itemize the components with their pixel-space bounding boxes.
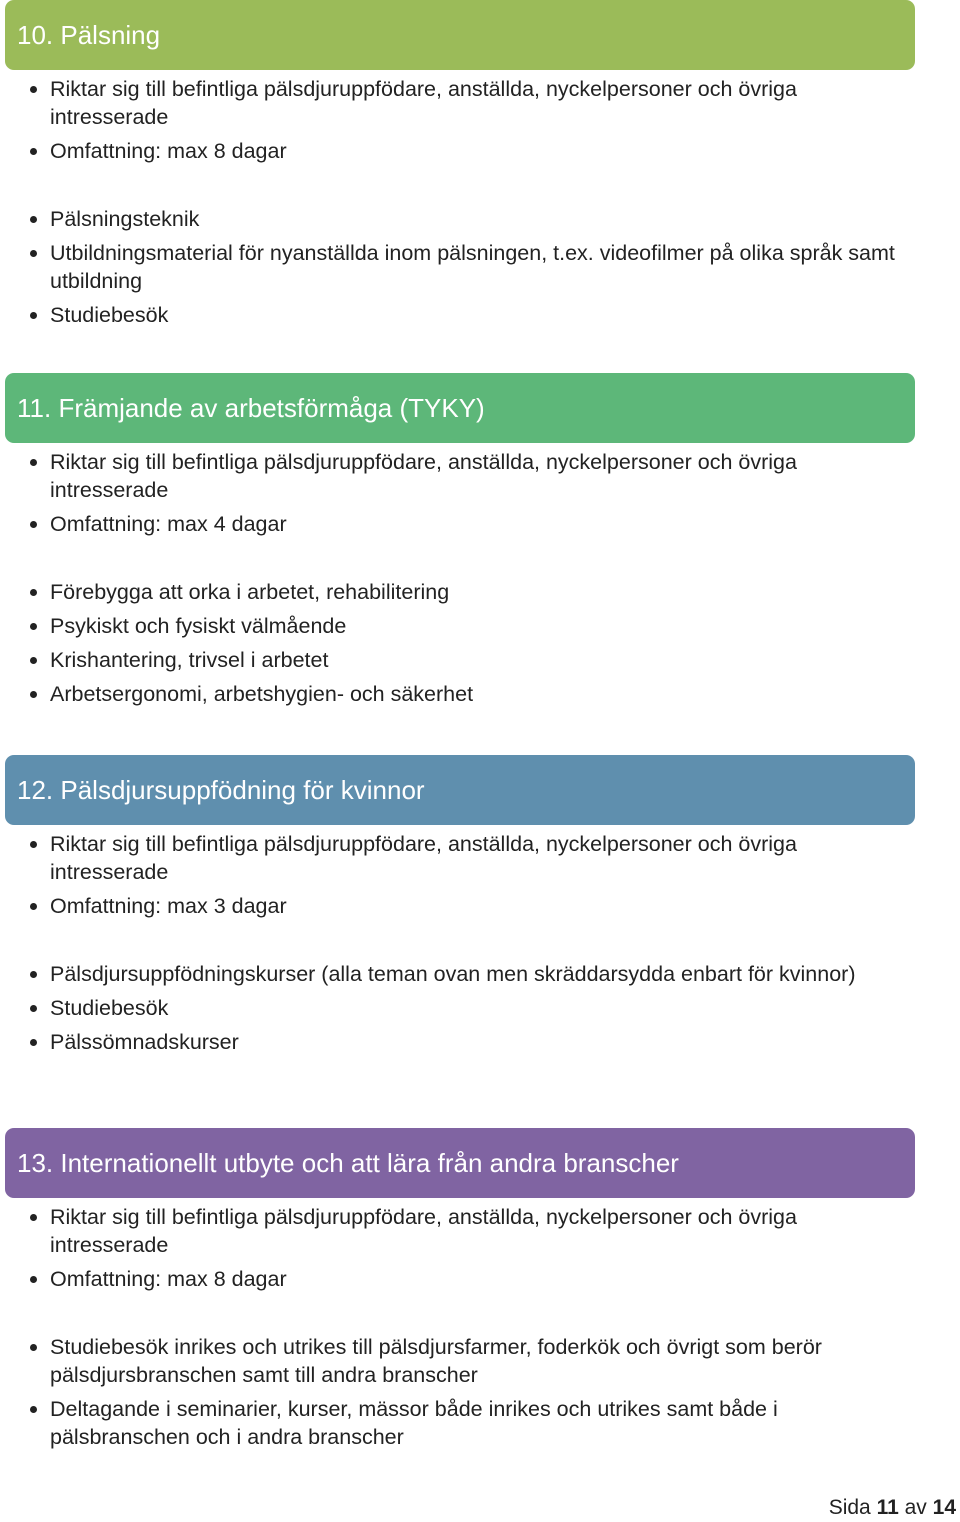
list-item: Psykiskt och fysiskt välmående: [0, 612, 960, 640]
list-item: Pälsningsteknik: [0, 205, 960, 233]
info-list: [0, 1203, 960, 1293]
list-item: Pälsdjursuppfödningskurser (alla teman ovan men skräddarsydda enbart för kvinnor): [0, 960, 960, 988]
section-header: [5, 1128, 915, 1198]
topic-list: [0, 578, 960, 708]
list-item: Riktar sig till befintliga pälsdjuruppfödare, anställda, nyckelpersoner och övriga intresserade: [0, 1203, 960, 1259]
topic-list: [0, 1333, 960, 1451]
page-label: Sida: [828, 1496, 871, 1519]
list-item: Krishantering, trivsel i arbetet: [0, 646, 960, 674]
section-title: 10. Pälsning: [17, 20, 161, 50]
list-item: Riktar sig till befintliga pälsdjuruppfödare, anställda, nyckelpersoner och övriga intresserade: [0, 448, 960, 504]
section-title: 13. Internationellt utbyte och att lära från andra branscher: [17, 1148, 679, 1178]
info-list: [0, 830, 960, 920]
list-item: Riktar sig till befintliga pälsdjuruppfödare, anställda, nyckelpersoner och övriga intresserade: [0, 830, 960, 886]
list-item: Omfattning: max 8 dagar: [0, 137, 960, 165]
page-separator: av: [904, 1496, 927, 1519]
current-page: 11: [876, 1496, 899, 1519]
info-list: [0, 75, 960, 165]
topic-list: [0, 960, 960, 1056]
section-title: 12. Pälsdjursuppfödning för kvinnor: [17, 775, 425, 805]
list-item: Studiebesök: [0, 994, 960, 1022]
list-item: Utbildningsmaterial för nyanställda inom pälsningen, t.ex. videofilmer på olika språk samt utbildning: [0, 239, 960, 295]
list-item: Förebygga att orka i arbetet, rehabilitering: [0, 578, 960, 606]
list-item: Studiebesök: [0, 301, 960, 329]
list-item: Omfattning: max 8 dagar: [0, 1265, 960, 1293]
section-header: [5, 755, 915, 825]
list-item: Omfattning: max 3 dagar: [0, 892, 960, 920]
list-item: Riktar sig till befintliga pälsdjuruppfödare, anställda, nyckelpersoner och övriga intresserade: [0, 75, 960, 131]
list-item: Pälssömnadskurser: [0, 1028, 960, 1056]
section-title: 11. Främjande av arbetsförmåga (TYKY): [17, 393, 485, 423]
list-item: Deltagande i seminarier, kurser, mässor både inrikes och utrikes samt både i pälsbranschen och i andra branscher: [0, 1395, 960, 1451]
section-header: [5, 373, 915, 443]
page-number: [829, 1494, 956, 1522]
total-pages: 14: [932, 1496, 956, 1519]
list-item: Arbetsergonomi, arbetshygien- och säkerhet: [0, 680, 960, 708]
section-header: [5, 0, 915, 70]
topic-list: [0, 205, 960, 329]
list-item: Studiebesök inrikes och utrikes till pälsdjursfarmer, foderkök och övrigt som berör pälsdjursbranschen samt till andra branscher: [0, 1333, 960, 1389]
list-item: Omfattning: max 4 dagar: [0, 510, 960, 538]
info-list: [0, 448, 960, 538]
